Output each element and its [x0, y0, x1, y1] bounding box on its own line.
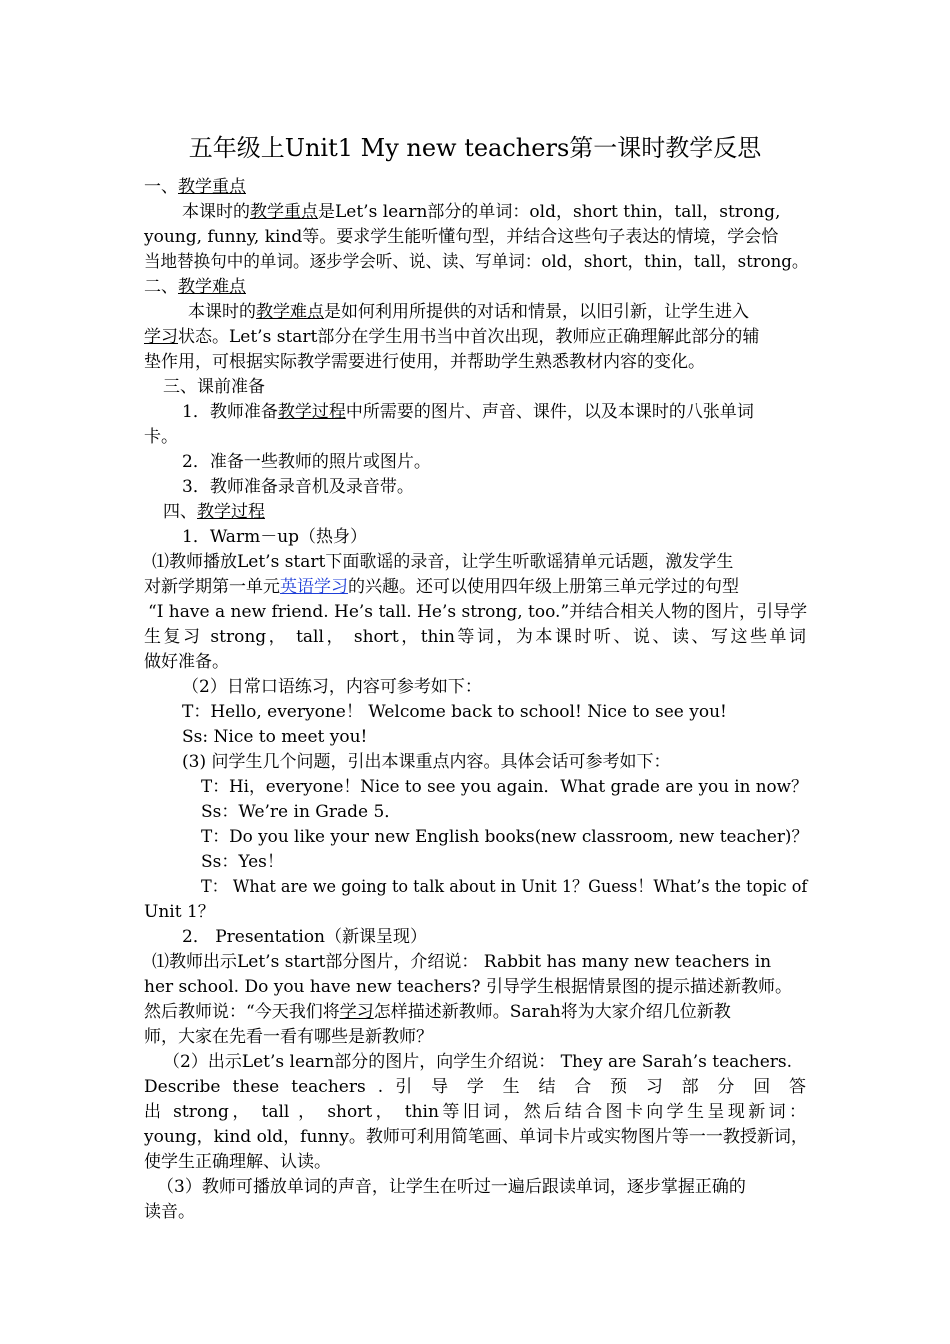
text-run: 是Let’s learn部分的单词：old，short thin，tall，strong,: [318, 202, 781, 222]
dialog-line: Ss: Nice to meet you!: [182, 727, 368, 747]
text-run: 是如何利用所提供的对话和情景，以旧引新，让学生进入: [324, 302, 749, 322]
section-heading-process: [163, 500, 265, 524]
section-prefix: 四、: [163, 502, 197, 522]
list-item: 2．准备一些教师的照片或图片。: [182, 452, 431, 472]
text-run: 怎样描述新教师。Sarah将为大家介绍几位新教: [373, 1002, 731, 1022]
dialog-line: T： What are we going to talk about in Unit 1？Guess！What’s the topic of: [201, 877, 808, 897]
paragraph-line: “I have a new friend. He’s tall. He’s strong, too.”并结合相关人物的图片，引导学: [148, 602, 808, 622]
paragraph-line: [144, 325, 759, 349]
step-heading: 2． Presentation（新课呈现）: [182, 927, 427, 947]
paragraph-line: （3）教师可播放单词的声音，让学生在听过一遍后跟读单词，逐步掌握正确的: [157, 1177, 746, 1197]
dialog-line: T：Hi，everyone！Nice to see you again．What grade are you in now？: [201, 777, 808, 797]
section-prefix: 二、: [144, 277, 178, 297]
text-run: 本课时的: [182, 202, 250, 222]
underlined-term: 学习: [144, 327, 178, 347]
underlined-term: 学习: [339, 1002, 374, 1022]
section-heading-key-points: [144, 175, 246, 199]
section-heading-difficulties: [144, 275, 246, 299]
paragraph-line: ⑴教师播放Let’s start下面歌谣的录音，让学生听歌谣猜单元话题，激发学生: [152, 552, 734, 572]
text-run: 1．教师准备: [182, 402, 278, 422]
underlined-term: 教学过程: [277, 402, 346, 422]
step-heading: 1．Warm－up（热身）: [182, 527, 368, 547]
paragraph-line: [144, 575, 739, 599]
paragraph-line: 做好准备。: [144, 652, 229, 672]
underlined-term: 教学重点: [250, 202, 318, 222]
paragraph-line: young，kind old，funny。教师可利用简笔画、单词卡片或实物图片等一一教授新词，: [144, 1127, 808, 1147]
paragraph-line: 出 strong， tall ， short， thin等旧词，然后结合图卡向学生呈现新词：: [144, 1102, 806, 1122]
paragraph-line: 垫作用，可根据实际教学需要进行使用，并帮助学生熟悉教材内容的变化。: [144, 352, 705, 372]
section-heading-text: 教学过程: [197, 502, 265, 522]
paragraph-line: 生复习 strong， tall， short，thin等词，为本课时听、说、读、写这些单词: [144, 627, 806, 647]
underlined-term: 教学难点: [256, 302, 324, 322]
text-run: 然后教师说：“今天我们将: [144, 1002, 340, 1022]
paragraph-line: 卡。: [144, 427, 178, 447]
text-run: 状态。Let’s start部分在学生用书当中首次出现，教师应正确理解此部分的辅: [178, 327, 760, 347]
paragraph-line: [182, 200, 780, 224]
dialog-line: Unit 1？: [144, 902, 215, 922]
dialog-line: Ss：Yes！: [201, 852, 284, 872]
english-learning-link[interactable]: 英语学习: [280, 577, 348, 597]
text-run: 中所需要的图片、声音、课件，以及本课时的八张单词: [345, 402, 754, 422]
text-run: 对新学期第一单元: [144, 577, 280, 597]
paragraph-line: 师，大家在先看一看有哪些是新教师？: [144, 1027, 433, 1047]
paragraph-line: Describe these teachers . 引 导 学 生 结 合 预 习 部 分 回 答: [144, 1077, 806, 1097]
document-title: 五年级上Unit1 My new teachers第一课时教学反思: [188, 134, 762, 162]
list-item: [182, 400, 754, 424]
paragraph-line: young, funny, kind等。要求学生能听懂句型，并结合这些句子表达的情境，学会恰: [144, 227, 779, 247]
dialog-line: T：Hello, everyone！ Welcome back to school! Nice to see you!: [182, 702, 727, 722]
paragraph-line: [144, 1000, 731, 1024]
paragraph-line: 读音。: [144, 1202, 195, 1222]
paragraph-line: [188, 300, 749, 324]
paragraph-line: （2）日常口语练习，内容可参考如下：: [182, 677, 482, 697]
text-run: 的兴趣。还可以使用四年级上册第三单元学过的句型: [348, 577, 739, 597]
section-prefix: 一、: [144, 177, 178, 197]
list-item: 3．教师准备录音机及录音带。: [182, 477, 414, 497]
paragraph-line: ⑴教师出示Let’s start部分图片，介绍说： Rabbit has many new teachers in: [152, 952, 772, 972]
text-run: 本课时的: [188, 302, 256, 322]
paragraph-line: 当地替换句中的单词。逐步学会听、说、读、写单词：old，short，thin，tall，strong。: [144, 252, 809, 272]
dialog-line: T：Do you like your new English books(new classroom, new teacher)？: [201, 827, 809, 847]
dialog-line: Ss：We’re in Grade 5．: [201, 802, 402, 822]
paragraph-line: 使学生正确理解、认读。: [144, 1152, 331, 1172]
section-heading-preparation: 三、课前准备: [163, 377, 265, 397]
section-heading-text: 教学重点: [178, 177, 246, 197]
section-heading-text: 教学难点: [178, 277, 246, 297]
paragraph-line: her school. Do you have new teachers? 引导学生根据情景图的提示描述新教师。: [144, 977, 792, 997]
paragraph-line: （2）出示Let’s learn部分的图片，向学生介绍说： They are Sarah’s teachers.: [163, 1052, 793, 1072]
paragraph-line: (3) 问学生几个问题，引出本课重点内容。具体会话可参考如下：: [182, 752, 671, 772]
